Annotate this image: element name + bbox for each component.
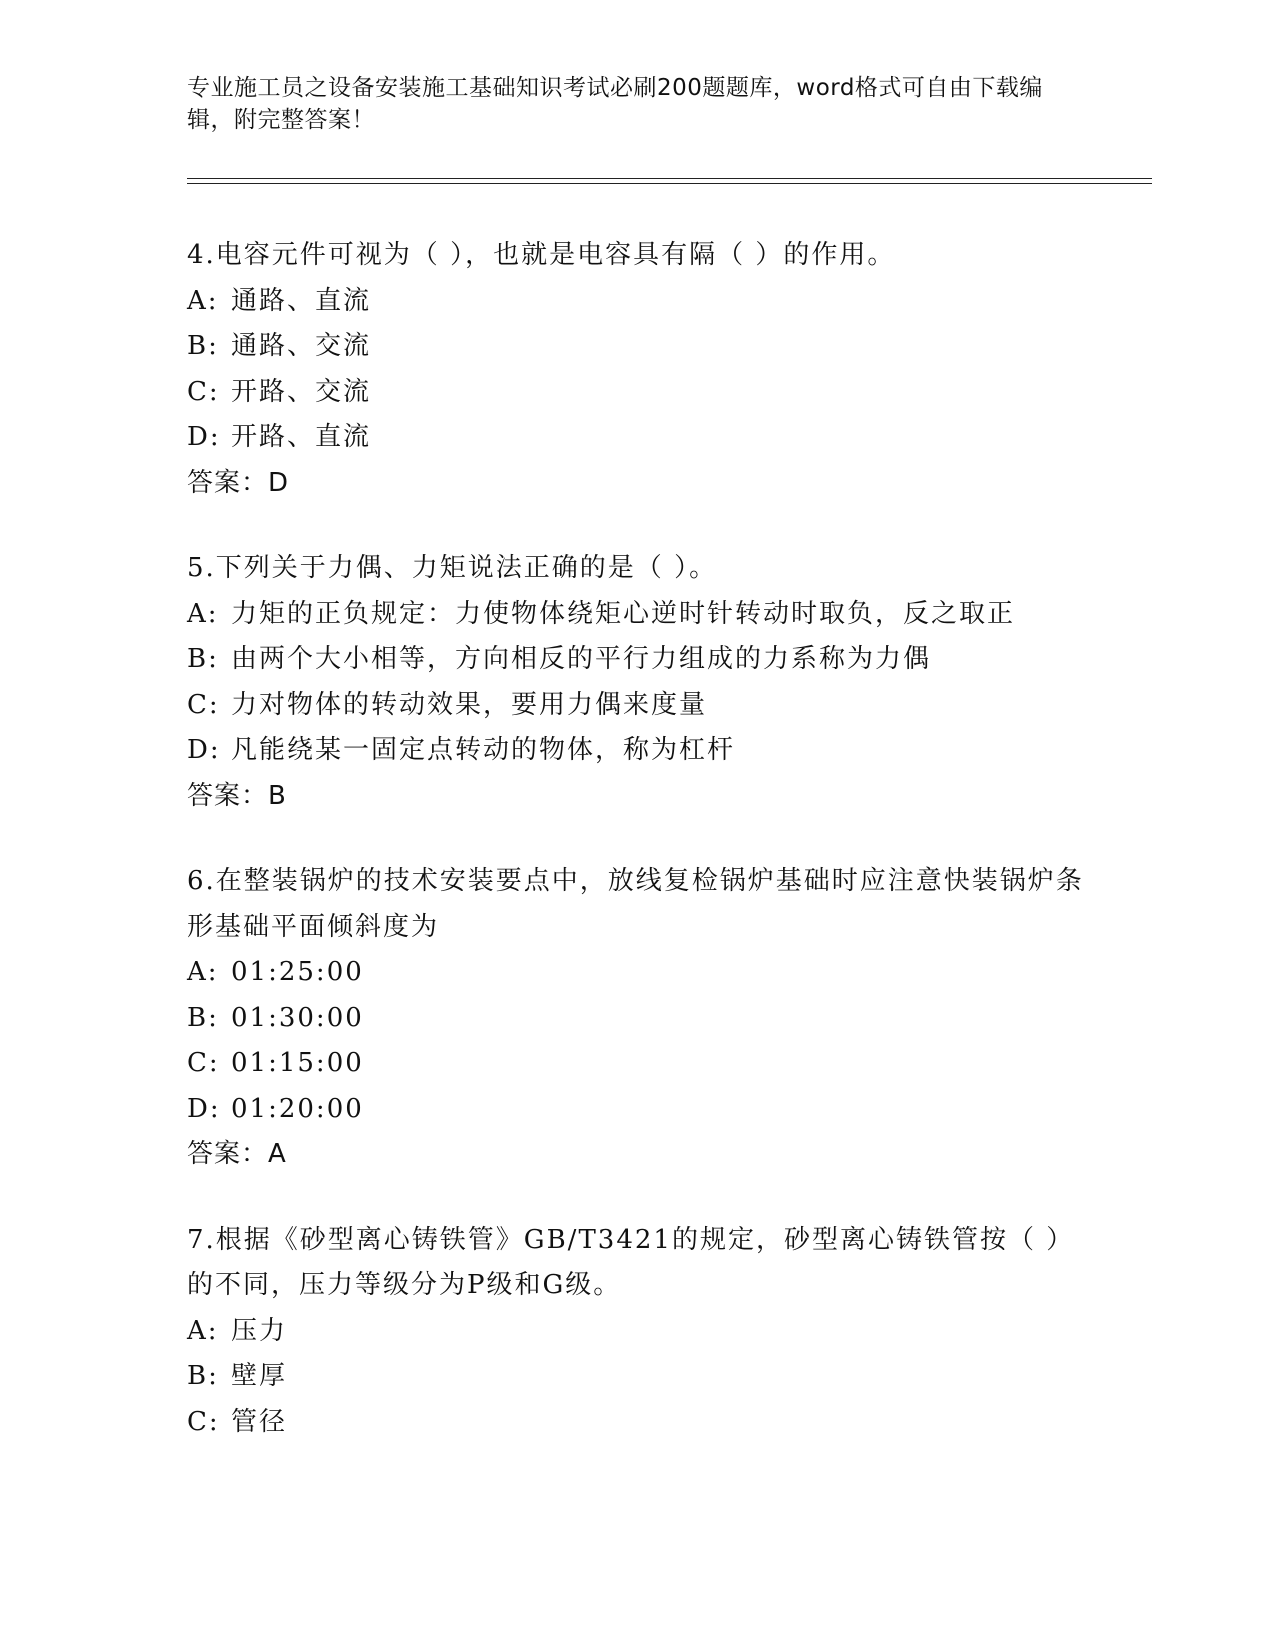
option-text: 力矩的正负规定：力使物体绕矩心逆时针转动时取负，反之取正 <box>231 598 1016 629</box>
option-text: 压力 <box>231 1315 288 1346</box>
option-letter: A: <box>187 957 219 987</box>
option-letter: C: <box>187 376 220 407</box>
option-b <box>187 996 1087 1042</box>
option-text: 01:30:00 <box>231 1002 364 1033</box>
question-list <box>187 233 1087 1485</box>
document-title: 专业施工员之设备安装施工基础知识考试必刷200题题库，word格式可自由下载编辑，附完整答案！ <box>187 75 1043 133</box>
option-c <box>187 370 1087 416</box>
option-c <box>187 1400 1087 1446</box>
question-7 <box>187 1218 1087 1446</box>
option-letter: B: <box>187 644 219 674</box>
answer-line: 答案：A <box>187 1139 287 1169</box>
option-d <box>187 728 1087 774</box>
question-5 <box>187 546 1087 819</box>
option-text: 开路、直流 <box>231 422 372 452</box>
option-text: 通路、交流 <box>231 331 372 361</box>
question-stem: 4.电容元件可视为（ ），也就是电容具有隔（ ）的作用。 <box>187 240 896 270</box>
option-text: 通路、直流 <box>231 285 372 316</box>
option-text: 壁厚 <box>231 1361 288 1391</box>
question-6 <box>187 859 1087 1178</box>
question-stem: 7.根据《砂型离心铸铁管》GB/T3421的规定，砂型离心铸铁管按（ ）的不同，压力等级分为P级和G级。 <box>187 1224 1075 1300</box>
option-letter: B: <box>187 1361 219 1391</box>
option-letter: A: <box>187 285 219 316</box>
option-a <box>187 950 1087 996</box>
option-d <box>187 1087 1087 1133</box>
option-c <box>187 683 1087 729</box>
option-b <box>187 1354 1087 1400</box>
option-text: 01:20:00 <box>231 1093 364 1124</box>
option-text: 01:25:00 <box>231 957 364 987</box>
option-letter: A: <box>187 1315 219 1346</box>
option-a <box>187 592 1087 638</box>
option-letter: A: <box>187 598 219 629</box>
answer-line: 答案：D <box>187 467 290 498</box>
title-divider-top <box>187 178 1152 179</box>
option-text: 管径 <box>231 1406 288 1437</box>
option-letter: D: <box>187 1093 221 1124</box>
option-c <box>187 1041 1087 1087</box>
option-b <box>187 637 1087 683</box>
question-stem: 5.下列关于力偶、力矩说法正确的是（ ）。 <box>187 553 718 583</box>
option-a <box>187 1309 1087 1355</box>
option-text: 01:15:00 <box>231 1048 364 1078</box>
option-letter: B: <box>187 1002 219 1033</box>
option-letter: C: <box>187 1048 220 1078</box>
option-letter: C: <box>187 689 220 720</box>
option-letter: B: <box>187 331 219 361</box>
option-letter: D: <box>187 422 221 452</box>
answer-line: 答案：B <box>187 780 287 811</box>
option-text: 由两个大小相等，方向相反的平行力组成的力系称为力偶 <box>231 644 932 674</box>
question-stem: 6.在整装锅炉的技术安装要点中，放线复检锅炉基础时应注意快装锅炉条形基础平面倾斜度为 <box>187 866 1084 942</box>
option-letter: C: <box>187 1406 220 1437</box>
option-text: 开路、交流 <box>231 376 372 407</box>
option-text: 力对物体的转动效果，要用力偶来度量 <box>231 689 708 720</box>
option-a <box>187 279 1087 325</box>
option-text: 凡能绕某一固定点转动的物体，称为杠杆 <box>231 735 736 765</box>
option-d <box>187 415 1087 461</box>
option-b <box>187 324 1087 370</box>
option-letter: D: <box>187 735 221 765</box>
question-4 <box>187 233 1087 506</box>
title-divider-bottom <box>187 183 1152 184</box>
